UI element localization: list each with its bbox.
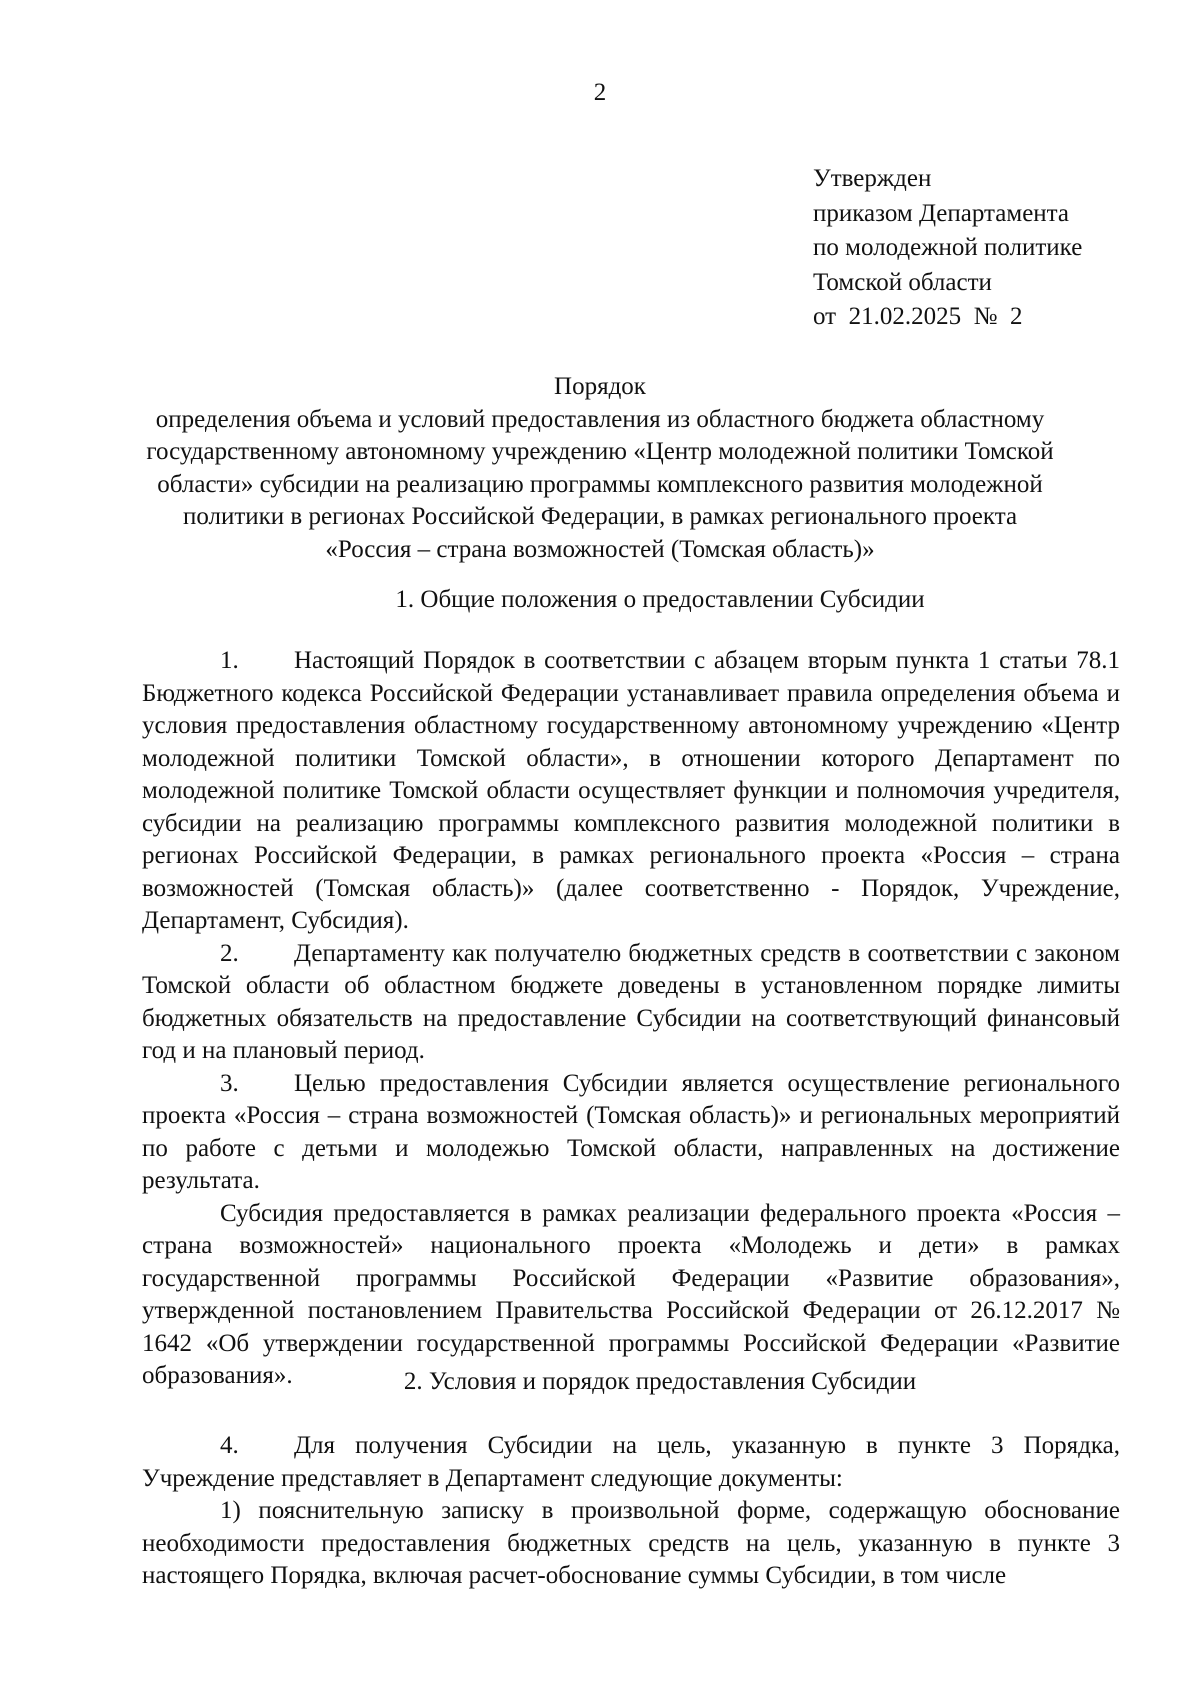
- approval-line: приказом Департамента: [813, 199, 1069, 227]
- title-line: определения объема и условий предоставления из областного бюджета областному: [155, 405, 1045, 433]
- title-line: государственному автономному учреждению «Центр молодежной политики Томской: [146, 438, 1054, 465]
- paragraph-number: 3.: [220, 1069, 239, 1097]
- document-title: [100, 371, 1100, 566]
- paragraph-number: 1.: [220, 647, 239, 674]
- section-2-heading: 2. Условия и порядок предоставления Субсидии: [403, 1368, 917, 1395]
- paragraph-4-item-1: [142, 1495, 1120, 1593]
- paragraph-text: Департаменту как получателю бюджетных средств в соответствии с законом Томской области об областном бюджете доведены в установленном порядке лимиты бюджетных обязательств на предоставление Субсидии на соответствующий финансовый год и на плановый период.: [142, 939, 1120, 1064]
- section-1-heading: 1. Общие положения о предоставлении Субсидии: [395, 586, 925, 613]
- title-line: политики в регионах Российской Федерации, в рамках регионального проекта: [182, 503, 1018, 530]
- paragraph-text: Целью предоставления Субсидии является осуществление регионального проекта «Россия – страна возможностей (Томская область)» и региональных мероприятий по работе с детьми и молодежью Томской области, направленных на достижение результата.: [142, 1069, 1120, 1194]
- paragraph-3: [142, 1068, 1120, 1198]
- title-line: Порядок: [554, 373, 646, 400]
- paragraph-1: [142, 645, 1120, 938]
- title-line: «Россия – страна возможностей (Томская область)»: [325, 535, 875, 563]
- paragraph-number: 2.: [220, 939, 239, 967]
- section-2-body: [142, 1430, 1120, 1593]
- title-line: области» субсидии на реализацию программы комплексного развития молодежной: [157, 470, 1043, 498]
- paragraph-text: 1) пояснительную записку в произвольной форме, содержащую обоснование необходимости предоставления бюджетных средств на цель, указанную в пункте 3 настоящего Порядка, включая расчет-обоснование суммы Субсидии, в том числе: [142, 1497, 1120, 1589]
- paragraph-2: [142, 938, 1120, 1068]
- approval-stamp: [813, 162, 1183, 335]
- approval-line: Утвержден: [813, 165, 932, 192]
- page-number: 2: [593, 79, 607, 106]
- approval-line: от 21.02.2025 № 2: [813, 303, 1023, 330]
- approval-line: по молодежной политике: [813, 234, 1083, 261]
- approval-line: Томской области: [813, 268, 992, 296]
- section-1-body: [142, 645, 1120, 1393]
- paragraph-text: Для получения Субсидии на цель, указанную в пункте 3 Порядка, Учреждение представляет в Департамент следующие документы:: [142, 1432, 1120, 1492]
- paragraph-text: Настоящий Порядок в соответствии с абзацем вторым пункта 1 статьи 78.1 Бюджетного кодекса Российской Федерации устанавливает правила определения объема и условия предоставления областному государственному автономному учреждению «Центр молодежной политики Томской области», в отношении которого Департамент по молодежной политике Томской области осуществляет функции и полномочия учредителя, субсидии на реализацию программы комплексного развития молодежной политики в регионах Российской Федерации, в рамках регионального проекта «Россия – страна возможностей (Томская область)» (далее соответственно - Порядок, Учреждение, Департамент, Субсидия).: [142, 647, 1120, 934]
- paragraph-number: 4.: [220, 1432, 239, 1459]
- paragraph-4: [142, 1430, 1120, 1495]
- paragraph-3-continued: [142, 1198, 1120, 1393]
- paragraph-text: Субсидия предоставляется в рамках реализации федерального проекта «Россия – страна возможностей» национального проекта «Молодежь и дети» в рамках государственной программы Российской Федерации «Развитие образования», утвержденной постановлением Правительства Российской Федерации от 26.12.2017 № 1642 «Об утверждении государственной программы Российской Федерации «Развитие образования».: [142, 1199, 1120, 1389]
